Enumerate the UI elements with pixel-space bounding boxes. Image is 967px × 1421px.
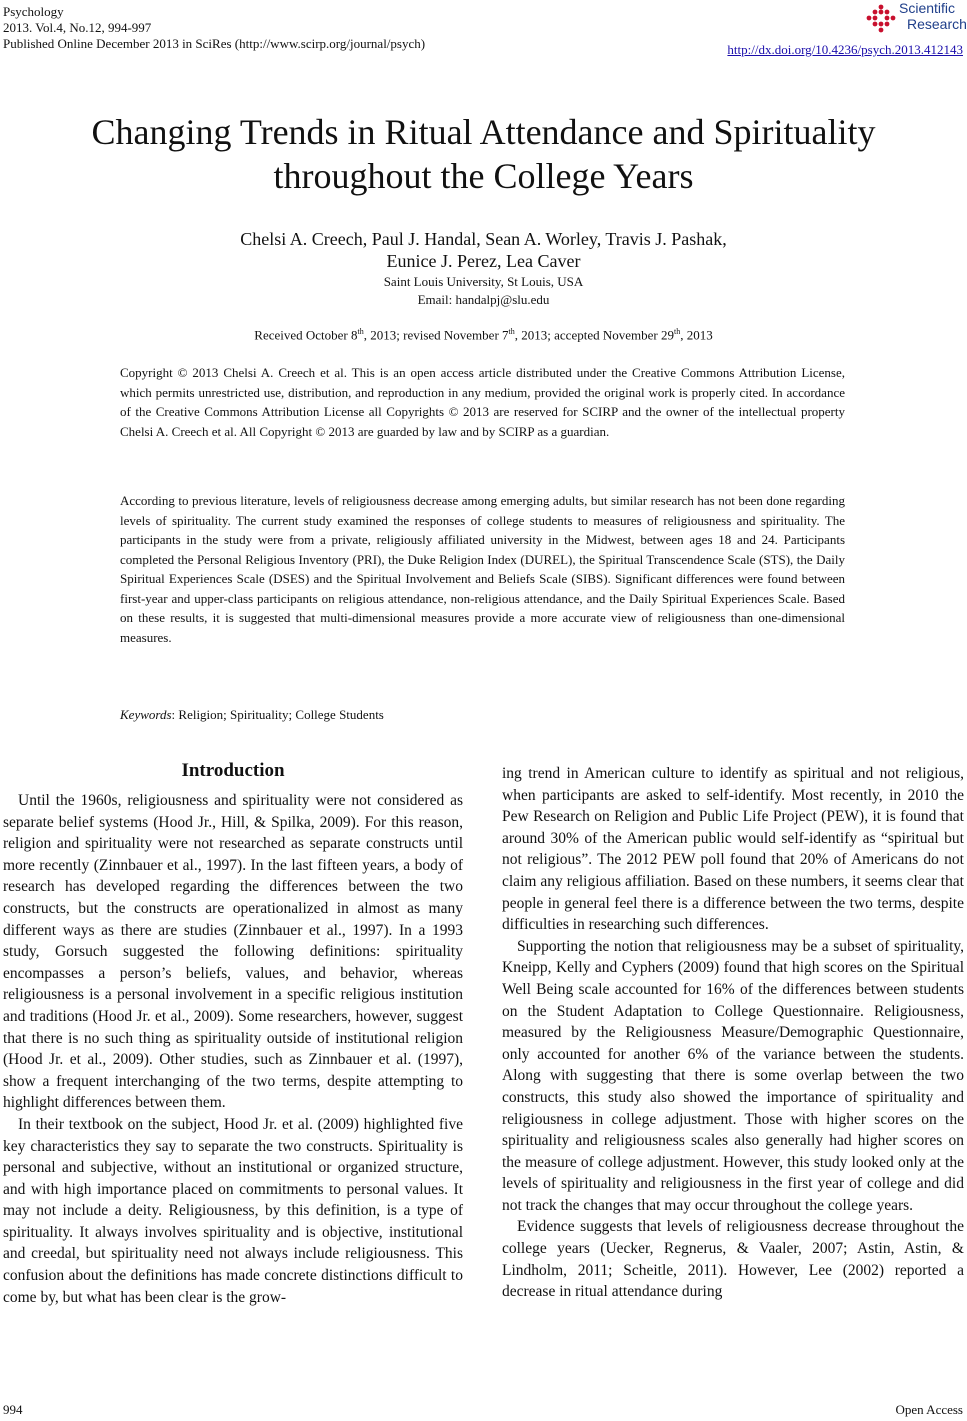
keywords-label: Keywords xyxy=(120,707,172,722)
received-dates xyxy=(0,327,967,343)
publisher-name-1: Scientific xyxy=(899,0,956,16)
ordinal: th xyxy=(508,327,515,336)
title-line-1: Changing Trends in Ritual Attendance and Spirituality xyxy=(91,112,876,152)
year-text: , 2013 xyxy=(680,327,713,343)
paragraph: In their textbook on the subject, Hood Jr. et al. (2009) highlighted five key characteristics they say to separate the two constructs. Spirituality is personal and subjective, without an institutional or organized structure, and with high importance placed on commitments to personal values. It may not include a deity. Religiousness, by this definition, is a type of spirituality. It always involves spirituality and is objective, institutional and creedal, but spirituality need not always include religiousness. This confusion about the definitions has made concrete distinctions difficult to come by, but what has been clear is the grow- xyxy=(3,1115,463,1306)
accepted-text: , 2013; accepted November 29 xyxy=(514,327,674,343)
paragraph: Evidence suggests that levels of religiousness decrease throughout the college years (Uecker, Regnerus, & Vaaler, 2007; Astin, Astin, & Lindholm, 2011; Scheitle, 2011). However, Lee (2002) reported a decrease in ritual attendance during xyxy=(502,1218,964,1301)
paragraph: Until the 1960s, religiousness and spirituality were not considered as separate belief systems (Hood Jr., Hill, & Spilka, 2009). For this reason, religion and spirituality were not researched as separate constructs until more recently (Zinnbauer et al., 1997). In the last fifteen years, a body of research has developed regarding the differences between the two constructs, but the constructs are operationalized in almost as many different ways as there are studies (Zinnbauer et al., 1997). In a 1993 study, Gorsuch suggested the following definitions: spirituality encompasses a person’s beliefs, values, and behavior, whereas religiousness is a personal involvement in a specific religious institution and traditions (Hood Jr. et al., 2009). Some researchers, however, suggest that there is no such thing as spirituality outside of institutional religion (Hood Jr. et al., 2009). Other studies, such as Zinnbauer et al. (1997), show a frequent interchanging of the two terms, despite attempting to highlight differences between them. xyxy=(3,792,463,1112)
section-title-introduction: Introduction xyxy=(181,760,285,781)
copyright-notice: Copyright © 2013 Chelsi A. Creech et al. This is an open access article distributed under the Creative Commons Attribution License, which permits unrestricted use, distribution, and reproduction in any medium, provided the original work is properly cited. In accordance of the Creative Commons Attribution License all Copyrights © 2013 are reserved for SCIRP and the owner of the intellectual property Chelsi A. Creech et al. All Copyright © 2013 are guarded by law and by SCIRP as a guardian. xyxy=(120,365,845,439)
open-access-label: Open Access xyxy=(895,1402,963,1417)
logo-dots-icon xyxy=(865,4,897,34)
email[interactable]: Email: handalpj@slu.edu xyxy=(417,292,550,307)
received-text: Received October 8 xyxy=(254,327,358,343)
authors xyxy=(0,228,967,272)
article-title xyxy=(0,110,967,198)
published-line: Published Online December 2013 in SciRes (http://www.scirp.org/journal/psych) xyxy=(3,36,426,51)
ordinal: th xyxy=(673,327,681,336)
running-header xyxy=(3,4,425,52)
affiliation: Saint Louis University, St Louis, USA xyxy=(383,274,584,289)
ordinal: th xyxy=(357,327,364,336)
keywords-list: : Religion; Spirituality; College Students xyxy=(171,707,384,722)
doi-link[interactable]: http://dx.doi.org/10.4236/psych.2013.412143 xyxy=(727,42,963,57)
journal-name: Psychology xyxy=(3,4,64,19)
paragraph: Supporting the notion that religiousness may be a subset of spirituality, Kneipp, Kelly and Cyphers (2009) found that high scores on the Spiritual Well Being scale accounted for 16% of the differences between students on the Student Adaptation to College Questionnaire. Religiousness, measured by the Religiousness Measure/Demographic Questionnaire, only accounted for another 6% of the variance between the students. Along with suggesting that there is some overlap between the two constructs, this study also showed the importance of spirituality and religiousness in college adjustment. Those with higher scores on the spirituality and religiousness scales also generally had higher scores on the measure of college adjustment. However, this study looked only at the levels of spirituality and religiousness in the first year of college and did not track the changes that may occur throughout the college years. xyxy=(502,937,964,1214)
left-column xyxy=(3,760,463,1308)
abstract: According to previous literature, levels of religiousness decrease among emerging adults, but similar research has not been done regarding levels of spirituality. The current study examined the responses of college students to measures of religiousness and spirituality. The participants in the study were from a private, religiously affiliated university in the Midwest, between ages 18 and 24. Participants completed the Personal Religious Inventory (PRI), the Duke Religion Index (DUREL), the Spiritual Transcendence Scale (STS), the Daily Spiritual Experiences Scale (DSES) and the Spiritual Involvement and Beliefs Scale (SIBS). Significant differences were found between first-year and upper-class participants on religious attendance, non-religious attendance, and the Daily Spiritual Experiences Scale. Based on these results, it is suggested that multi-dimensional measures provide a more accurate view of religiousness than one-dimensional measures. xyxy=(120,493,845,645)
keywords xyxy=(120,705,845,725)
revised-text: , 2013; revised November 7 xyxy=(363,327,509,343)
paragraph: ing trend in American culture to identify as spiritual and not religious, when participants are asked to self-identify. Most recently, in 2010 the Pew Research on Religion and Public Life Project (PEW), it is found that around 30% of the American public would self-identify as “spiritual but not religious”. The 2012 PEW poll found that 20% of Americans do not claim any religious affiliation. Based on these numbers, it seems clear that people in general feel there is a difference between the two terms, despite difficulties in researching such differences. xyxy=(502,765,964,934)
journal-volume: 2013. Vol.4, No.12, 994-997 xyxy=(3,20,152,35)
right-column xyxy=(502,763,964,1303)
affiliation-block xyxy=(0,273,967,309)
authors-line-2: Eunice J. Perez, Lea Caver xyxy=(386,251,581,271)
publisher-name-2: Research xyxy=(907,16,967,32)
title-line-2: throughout the College Years xyxy=(273,156,694,196)
scientific-research-logo xyxy=(863,0,967,36)
authors-line-1: Chelsi A. Creech, Paul J. Handal, Sean A. Worley, Travis J. Pashak, xyxy=(240,229,727,249)
page-number: 994 xyxy=(3,1402,23,1417)
